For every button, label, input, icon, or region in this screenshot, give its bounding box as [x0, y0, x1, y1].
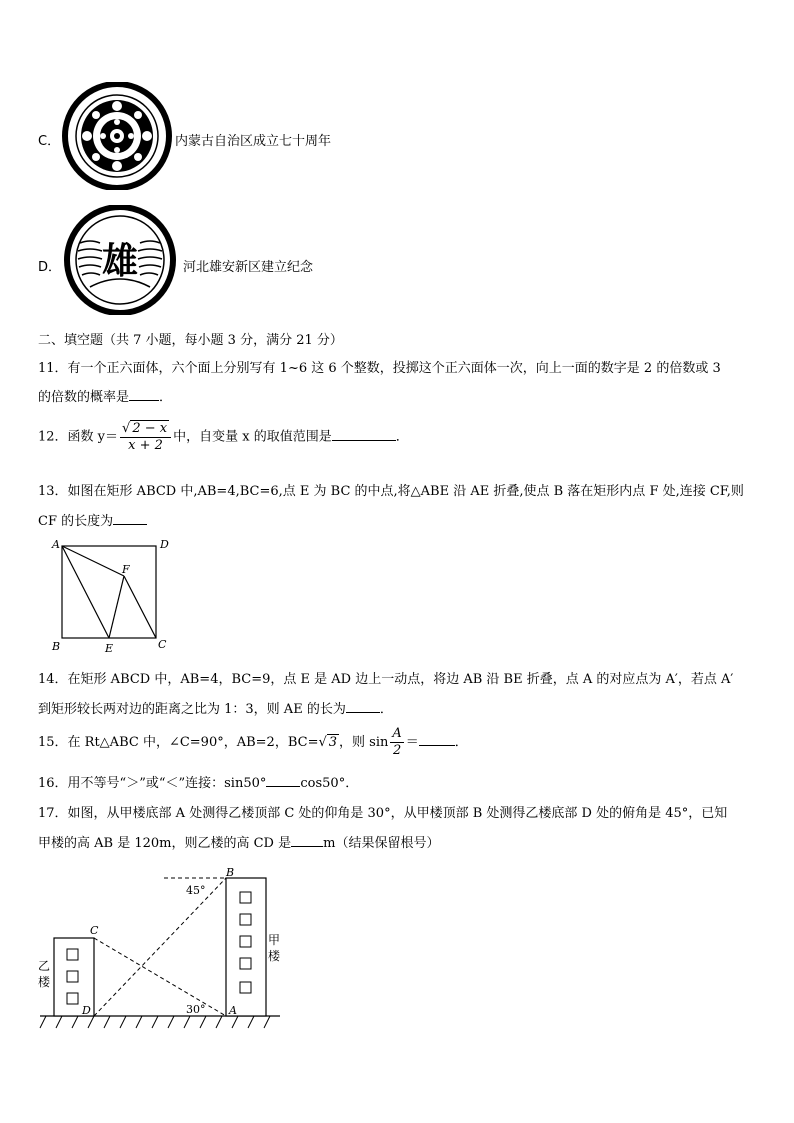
q17-line-ac — [94, 938, 226, 1016]
q17-label-jia: 甲 — [268, 933, 281, 947]
q13-label-a: A — [52, 538, 60, 551]
q17-label-yi: 乙 — [38, 959, 51, 973]
q11-line1: 11．有一个正六面体，六个面上分别写有 1~6 这 6 个整数，投掷这个正六面体一次，向上一面的数字是 2 的倍数或 3 — [38, 361, 721, 376]
q17-angle-45: 45° — [186, 884, 206, 897]
coin-image-c — [62, 82, 172, 190]
q12-answer-blank[interactable] — [332, 426, 396, 441]
option-d-caption: 河北雄安新区建立纪念 — [183, 260, 314, 275]
q12-end: ． — [395, 429, 409, 445]
q17-line1: 17．如图，从甲楼底部 A 处测得乙楼顶部 C 处的仰角是 30°，从甲楼顶部 B 处测得乙楼底部 D 处的俯角是 45°，已知 — [38, 806, 728, 821]
q16-prefix: 16．用不等号“＞”或“＜”连接：sin50° — [38, 776, 267, 791]
q13-rectangle — [62, 546, 156, 638]
q17-building-yi-windows — [67, 949, 78, 1004]
q15-fraction — [390, 726, 403, 759]
q15-mid: ，则 sin — [339, 735, 389, 750]
q17-label-yi-lou: 楼 — [38, 975, 51, 989]
option-c-caption: 内蒙古自治区成立七十周年 — [175, 134, 332, 149]
q15-answer-blank[interactable] — [419, 731, 455, 746]
q14-line2 — [38, 698, 393, 717]
q13-label-d: D — [160, 538, 169, 551]
q12-denominator: x + 2 — [128, 438, 163, 453]
q12-suffix: 中，自变量 x 的取值范围是 — [173, 429, 332, 445]
q15-frac-num: A — [392, 726, 402, 741]
q11-answer-blank[interactable] — [129, 386, 159, 401]
q11-text: 的倍数的概率是 — [38, 390, 130, 405]
q17-label-jia-lou: 楼 — [268, 949, 281, 963]
q15-eq: ＝ — [405, 735, 419, 750]
q11-end: ． — [159, 390, 173, 405]
q13-figure — [48, 536, 178, 654]
q13-line2 — [38, 510, 147, 529]
q13-label-e: E — [105, 642, 114, 654]
q17-ground-hatching — [40, 1016, 270, 1028]
q12-line — [38, 420, 409, 454]
q12-fraction: $\frac{√ 2 - x}{x + 2}$ — [120, 420, 171, 454]
q13-line1: 13．如图在矩形 ABCD 中,AB=4,BC=6,点 E 为 BC 的中点,将△ABE 沿 AE 折叠,使点 B 落在矩形内点 F 处,连接 CF,则 — [38, 484, 744, 499]
q15-prefix: 15．在 Rt△ABC 中，∠C=90°，AB=2，BC= — [38, 735, 319, 750]
q17-text-end: m（结果保留根号） — [323, 836, 440, 851]
q11-line2 — [38, 386, 172, 405]
q13-line-ae — [62, 546, 109, 638]
q15-sqrt: 3 — [328, 735, 338, 750]
q17-figure — [30, 858, 290, 1038]
q14-answer-blank[interactable] — [346, 698, 380, 713]
q12-prefix: 12．函数 y＝ — [38, 429, 119, 445]
q16-line — [38, 772, 358, 791]
q13-answer-blank[interactable] — [113, 510, 147, 525]
q14-text: 到矩形较长两对边的距离之比为 1：3，则 AE 的长为 — [38, 702, 346, 717]
q14-end: ． — [379, 702, 393, 717]
coin-image-d — [60, 205, 180, 315]
option-d-letter: D． — [38, 260, 62, 275]
q17-answer-blank[interactable] — [291, 832, 323, 847]
q17-label-d: D — [82, 1004, 91, 1017]
q13-label-f: F — [122, 563, 130, 576]
q17-label-c: C — [90, 924, 99, 937]
section-2-title: 二、填空题（共 7 小题，每小题 3 分，满分 21 分） — [38, 333, 343, 348]
svg-text:雄: 雄 — [101, 240, 139, 282]
q13-line-fc — [124, 576, 156, 638]
q17-label-a: A — [229, 1004, 237, 1017]
q15-frac-den: 2 — [392, 743, 402, 758]
q17-line-bd — [94, 878, 226, 1016]
q13-text: CF 的长度为 — [38, 514, 114, 529]
q17-label-b: B — [226, 866, 235, 879]
q16-answer-blank[interactable] — [266, 772, 300, 787]
q15-end: ． — [454, 735, 468, 750]
q17-text: 甲楼的高 AB 是 120m，则乙楼的高 CD 是 — [38, 836, 292, 851]
q15-line: 15．在 Rt△ABC 中，∠C=90°，AB=2，BC=√ 3 ，则 sin $\frac{A}{2}$ ＝ ． — [38, 726, 468, 758]
q13-line-fe — [109, 576, 124, 638]
q14-line1: 14．在矩形 ABCD 中，AB=4，BC=9，点 E 是 AD 边上一动点，将边 AB 沿 BE 折叠，点 A 的对应点为 A′，若点 A′ — [38, 672, 734, 687]
q12-numerator: 2 − x — [132, 421, 168, 436]
option-c-letter: C． — [38, 134, 61, 149]
q17-angle-30: 30° — [186, 1003, 206, 1016]
q13-line-af — [62, 546, 124, 576]
q17-line2 — [38, 832, 439, 851]
q13-label-b: B — [52, 640, 61, 653]
q16-suffix: cos50°． — [300, 776, 359, 791]
q13-label-c: C — [158, 638, 167, 651]
